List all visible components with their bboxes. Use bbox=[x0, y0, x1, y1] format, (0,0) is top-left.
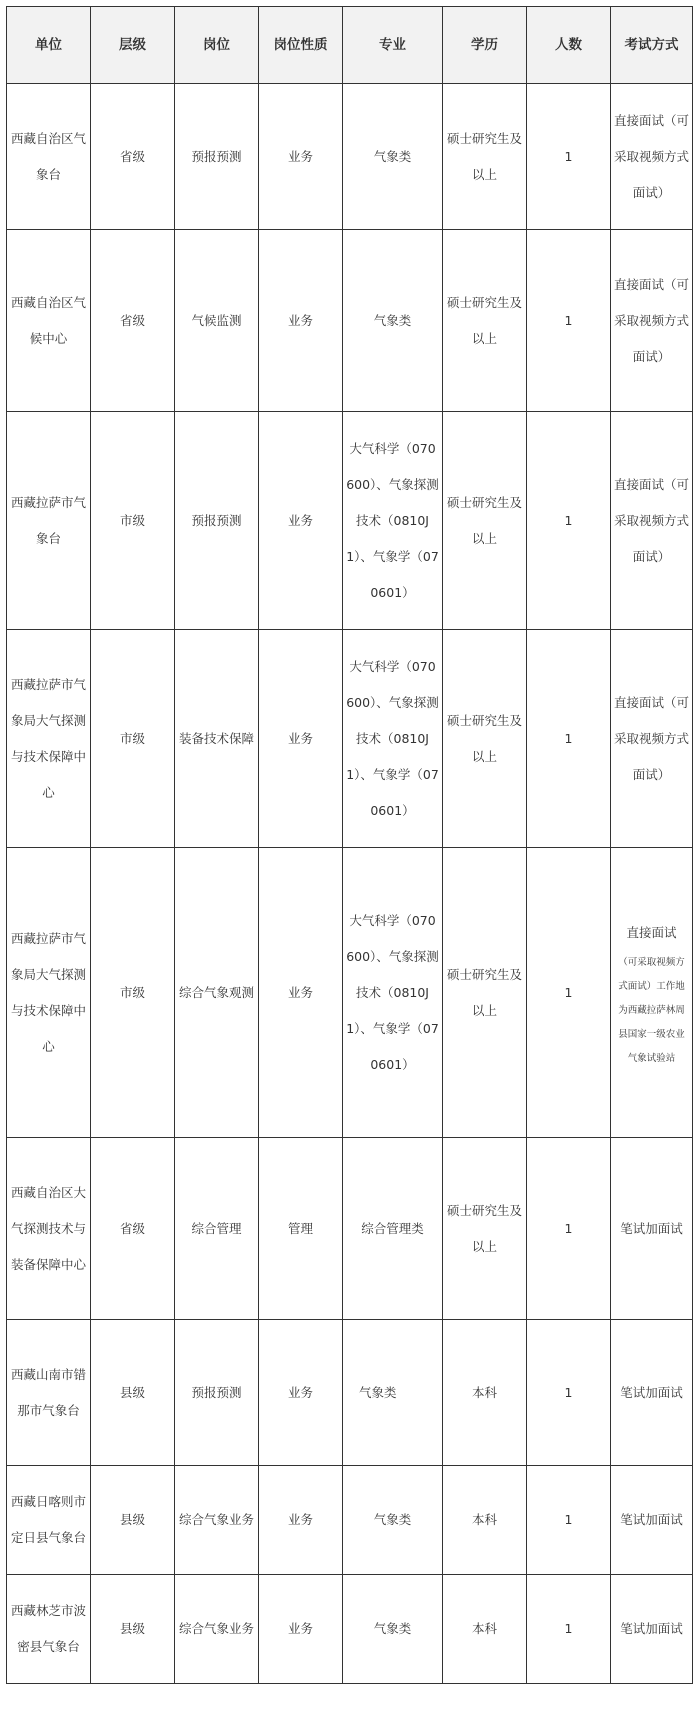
table-row bbox=[7, 630, 693, 848]
header-nature: 岗位性质 bbox=[259, 7, 343, 84]
cell-nature: 业务 bbox=[259, 1320, 343, 1466]
cell-post: 预报预测 bbox=[175, 84, 259, 230]
cell-level: 省级 bbox=[91, 1138, 175, 1320]
cell-count: 1 bbox=[527, 230, 611, 412]
cell-unit: 西藏山南市错那市气象台 bbox=[7, 1320, 91, 1466]
table-row bbox=[7, 412, 693, 630]
header-education: 学历 bbox=[443, 7, 527, 84]
cell-level: 省级 bbox=[91, 84, 175, 230]
cell-post: 预报预测 bbox=[175, 1320, 259, 1466]
cell-post: 综合气象业务 bbox=[175, 1575, 259, 1684]
cell-major: 综合管理类 bbox=[343, 1138, 443, 1320]
cell-nature: 业务 bbox=[259, 848, 343, 1138]
table-row bbox=[7, 1320, 693, 1466]
cell-count: 1 bbox=[527, 1466, 611, 1575]
cell-unit: 西藏拉萨市气象局大气探测与技术保障中心 bbox=[7, 630, 91, 848]
cell-exam: 直接面试（可采取视频方式面试） bbox=[611, 630, 693, 848]
cell-count: 1 bbox=[527, 1138, 611, 1320]
cell-education: 硕士研究生及以上 bbox=[443, 230, 527, 412]
cell-post: 预报预测 bbox=[175, 412, 259, 630]
cell-level: 市级 bbox=[91, 630, 175, 848]
cell-unit: 西藏拉萨市气象台 bbox=[7, 412, 91, 630]
cell-nature: 业务 bbox=[259, 1575, 343, 1684]
header-major: 专业 bbox=[343, 7, 443, 84]
cell-unit: 西藏林芝市波密县气象台 bbox=[7, 1575, 91, 1684]
cell-unit: 西藏自治区气候中心 bbox=[7, 230, 91, 412]
cell-count: 1 bbox=[527, 1320, 611, 1466]
cell-major: 大气科学（070600）、气象探测技术（0810J1）、气象学（070601） bbox=[343, 848, 443, 1138]
cell-nature: 业务 bbox=[259, 630, 343, 848]
cell-education: 本科 bbox=[443, 1466, 527, 1575]
cell-post: 综合气象业务 bbox=[175, 1466, 259, 1575]
cell-post: 综合气象观测 bbox=[175, 848, 259, 1138]
cell-major: 气象类 bbox=[343, 230, 443, 412]
cell-nature: 管理 bbox=[259, 1138, 343, 1320]
cell-post: 气候监测 bbox=[175, 230, 259, 412]
cell-count: 1 bbox=[527, 630, 611, 848]
cell-major: 大气科学（070600）、气象探测技术（0810J1）、气象学（070601） bbox=[343, 412, 443, 630]
header-unit: 单位 bbox=[7, 7, 91, 84]
exam-note: （可采取视频方式面试）工作地为西藏拉萨林周县国家一级农业气象试验站 bbox=[618, 956, 685, 1064]
cell-exam: 笔试加面试 bbox=[611, 1466, 693, 1575]
cell-level: 县级 bbox=[91, 1320, 175, 1466]
cell-nature: 业务 bbox=[259, 1466, 343, 1575]
cell-count: 1 bbox=[527, 84, 611, 230]
cell-education: 硕士研究生及以上 bbox=[443, 412, 527, 630]
cell-unit: 西藏自治区气象台 bbox=[7, 84, 91, 230]
cell-education: 硕士研究生及以上 bbox=[443, 848, 527, 1138]
cell-unit: 西藏自治区大气探测技术与装备保障中心 bbox=[7, 1138, 91, 1320]
table-row bbox=[7, 1466, 693, 1575]
cell-post: 装备技术保障 bbox=[175, 630, 259, 848]
cell-education: 本科 bbox=[443, 1320, 527, 1466]
cell-education: 硕士研究生及以上 bbox=[443, 84, 527, 230]
cell-count: 1 bbox=[527, 848, 611, 1138]
cell-exam: 直接面试（可采取视频方式面试） bbox=[611, 412, 693, 630]
table-row bbox=[7, 84, 693, 230]
cell-level: 县级 bbox=[91, 1575, 175, 1684]
header-exam: 考试方式 bbox=[611, 7, 693, 84]
cell-level: 县级 bbox=[91, 1466, 175, 1575]
table-row bbox=[7, 1575, 693, 1684]
header-row bbox=[7, 7, 693, 84]
cell-major: 气象类 bbox=[343, 1320, 443, 1466]
header-level: 层级 bbox=[91, 7, 175, 84]
table-row bbox=[7, 848, 693, 1138]
cell-exam bbox=[611, 848, 693, 1138]
exam-method: 直接面试 bbox=[626, 924, 677, 940]
recruitment-table bbox=[6, 6, 693, 1684]
cell-education: 硕士研究生及以上 bbox=[443, 630, 527, 848]
header-count: 人数 bbox=[527, 7, 611, 84]
cell-count: 1 bbox=[527, 412, 611, 630]
cell-level: 省级 bbox=[91, 230, 175, 412]
cell-major: 气象类 bbox=[343, 1466, 443, 1575]
cell-exam: 笔试加面试 bbox=[611, 1138, 693, 1320]
cell-nature: 业务 bbox=[259, 84, 343, 230]
cell-major: 气象类 bbox=[343, 84, 443, 230]
cell-exam: 笔试加面试 bbox=[611, 1575, 693, 1684]
cell-education: 本科 bbox=[443, 1575, 527, 1684]
table-row bbox=[7, 230, 693, 412]
cell-count: 1 bbox=[527, 1575, 611, 1684]
table-row bbox=[7, 1138, 693, 1320]
header-post: 岗位 bbox=[175, 7, 259, 84]
cell-exam: 笔试加面试 bbox=[611, 1320, 693, 1466]
cell-major: 气象类 bbox=[343, 1575, 443, 1684]
cell-level: 市级 bbox=[91, 848, 175, 1138]
cell-major: 大气科学（070600）、气象探测技术（0810J1）、气象学（070601） bbox=[343, 630, 443, 848]
cell-nature: 业务 bbox=[259, 230, 343, 412]
cell-post: 综合管理 bbox=[175, 1138, 259, 1320]
cell-unit: 西藏日喀则市定日县气象台 bbox=[7, 1466, 91, 1575]
cell-level: 市级 bbox=[91, 412, 175, 630]
cell-exam: 直接面试（可采取视频方式面试） bbox=[611, 230, 693, 412]
cell-nature: 业务 bbox=[259, 412, 343, 630]
cell-unit: 西藏拉萨市气象局大气探测与技术保障中心 bbox=[7, 848, 91, 1138]
cell-exam: 直接面试（可采取视频方式面试） bbox=[611, 84, 693, 230]
cell-education: 硕士研究生及以上 bbox=[443, 1138, 527, 1320]
